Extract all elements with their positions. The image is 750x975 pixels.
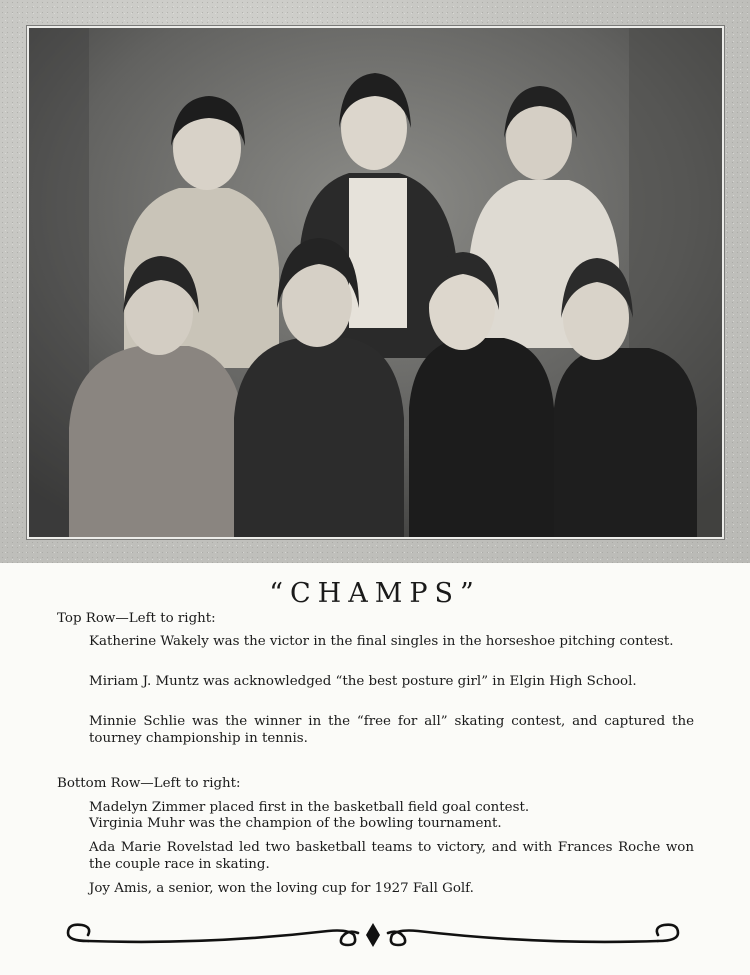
- top-caption-2: Miriam J. Muntz was acknowledged “the best posture girl” in Elgin High School.: [89, 674, 637, 689]
- bottom-caption-1: Madelyn Zimmer placed first in the basketball field goal contest.: [89, 800, 530, 815]
- decorative-flourish: [58, 915, 688, 957]
- top-row-heading: Top Row—Left to right:: [57, 611, 216, 626]
- top-caption-3: Minnie Schlie was the winner in the “free for all” skating contest, and captured the tourney championship in tennis.: [89, 714, 694, 746]
- page-title: “CHAMPS”: [269, 578, 481, 609]
- bottom-caption-3: Ada Marie Rovelstad led two basketball teams to victory, and with Frances Roche won the couple race in skating.: [89, 840, 694, 872]
- bottom-caption-4: Joy Amis, a senior, won the loving cup for 1927 Fall Golf.: [89, 881, 474, 896]
- bottom-caption-2: Virginia Muhr was the champion of the bowling tournament.: [89, 816, 502, 831]
- top-caption-1: Katherine Wakely was the victor in the final singles in the horseshoe pitching contest.: [89, 634, 674, 649]
- photo-figures: [29, 28, 722, 537]
- bottom-row-heading: Bottom Row—Left to right:: [57, 776, 241, 791]
- team-photograph: [27, 26, 724, 539]
